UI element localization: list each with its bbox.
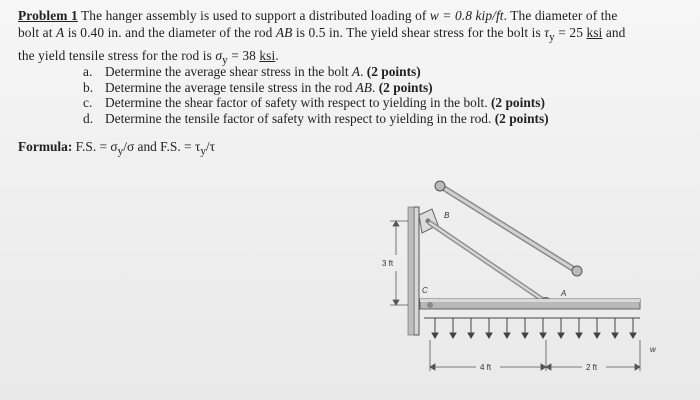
part-text: Determine the tensile factor of safety with respect to yielding in the rod. <box>105 110 495 126</box>
symbol-tau: τ <box>544 25 550 40</box>
pin-c-icon <box>427 302 433 308</box>
part-text: Determine the average shear stress in the bolt <box>105 64 352 79</box>
statement-line-1 <box>18 7 686 24</box>
part-text: Determine the shear factor of safety with respect to yielding in the bolt. <box>105 95 491 110</box>
dim-4ft-label: 4 ft <box>480 363 492 372</box>
part-points: (2 points) <box>494 110 549 126</box>
part-points: (2 points) <box>366 64 421 79</box>
dim-2ft-label: 2 ft <box>586 363 598 372</box>
part-points: (2 points) <box>490 95 545 110</box>
part-points: (2 points) <box>378 79 433 95</box>
upper-end-pin-icon <box>572 266 582 276</box>
symbol-a: A <box>56 25 65 40</box>
symbol-sigma: σ <box>215 47 223 63</box>
hanger-assembly-diagram <box>360 175 690 395</box>
part-letter: d. <box>83 110 94 126</box>
part-c <box>83 95 549 111</box>
statement-text: and <box>602 25 626 40</box>
label-b: B <box>444 211 450 220</box>
part-d <box>83 111 549 127</box>
unit-ksi: ksi <box>259 47 276 63</box>
formula-line <box>18 139 215 158</box>
subscript-y: y <box>549 31 555 44</box>
subscript-y: y <box>222 54 228 67</box>
symbol-ab: AB <box>275 25 293 40</box>
unit-ksi: ksi <box>586 25 603 40</box>
part-b <box>83 80 549 96</box>
load-value: w = 0.8 kip/ft <box>429 8 504 23</box>
wall-support <box>414 207 419 335</box>
statement-text: = 25 <box>554 25 587 40</box>
statement-text: bolt at <box>18 25 56 40</box>
wall-hatch <box>408 207 414 335</box>
statement-text: = 38 <box>227 47 260 63</box>
statement-line-2 <box>18 24 686 47</box>
statement-text: is 0.40 in. and the diameter of the rod <box>64 25 276 40</box>
statement-text: the yield tensile stress for the rod is <box>18 47 216 63</box>
distributed-load <box>424 318 640 338</box>
statement-text: The hanger assembly is used to support a distributed loading of <box>77 8 430 23</box>
formula-subscript: y <box>200 145 206 158</box>
beam-top-face <box>420 299 640 302</box>
load-arrows <box>432 318 636 338</box>
statement-text: . The diameter of the <box>503 8 618 23</box>
statement-text: is 0.5 in. The yield shear stress for the bolt is <box>292 25 545 40</box>
upper-pin-icon <box>435 181 445 191</box>
formula-text: F.S. = σ <box>72 139 118 154</box>
part-end: . <box>371 79 379 95</box>
formula-text: /τ <box>205 139 216 154</box>
part-letter: b. <box>83 79 94 95</box>
problem-statement <box>18 7 686 69</box>
height-label: 3 ft <box>382 259 394 268</box>
upper-rod-highlight <box>442 187 575 270</box>
part-end: . <box>360 64 367 79</box>
problem-label: Problem 1 <box>18 8 78 23</box>
label-c: C <box>422 286 428 295</box>
part-ref: A <box>351 64 361 79</box>
part-letter: c. <box>83 95 93 110</box>
length-dimensions <box>430 340 640 371</box>
formula-label: Formula: <box>18 139 73 154</box>
question-parts <box>83 64 549 126</box>
part-letter: a. <box>83 64 93 79</box>
part-ref: AB <box>355 79 372 95</box>
label-w: w <box>650 345 656 354</box>
formula-text: /σ and F.S. = τ <box>123 139 201 154</box>
formula-subscript: y <box>117 145 124 158</box>
part-a <box>83 64 549 80</box>
label-a: A <box>561 289 567 298</box>
statement-text: . <box>275 47 279 63</box>
rod-ab-highlight <box>430 223 546 302</box>
part-text: Determine the average tensile stress in the rod <box>105 79 356 95</box>
